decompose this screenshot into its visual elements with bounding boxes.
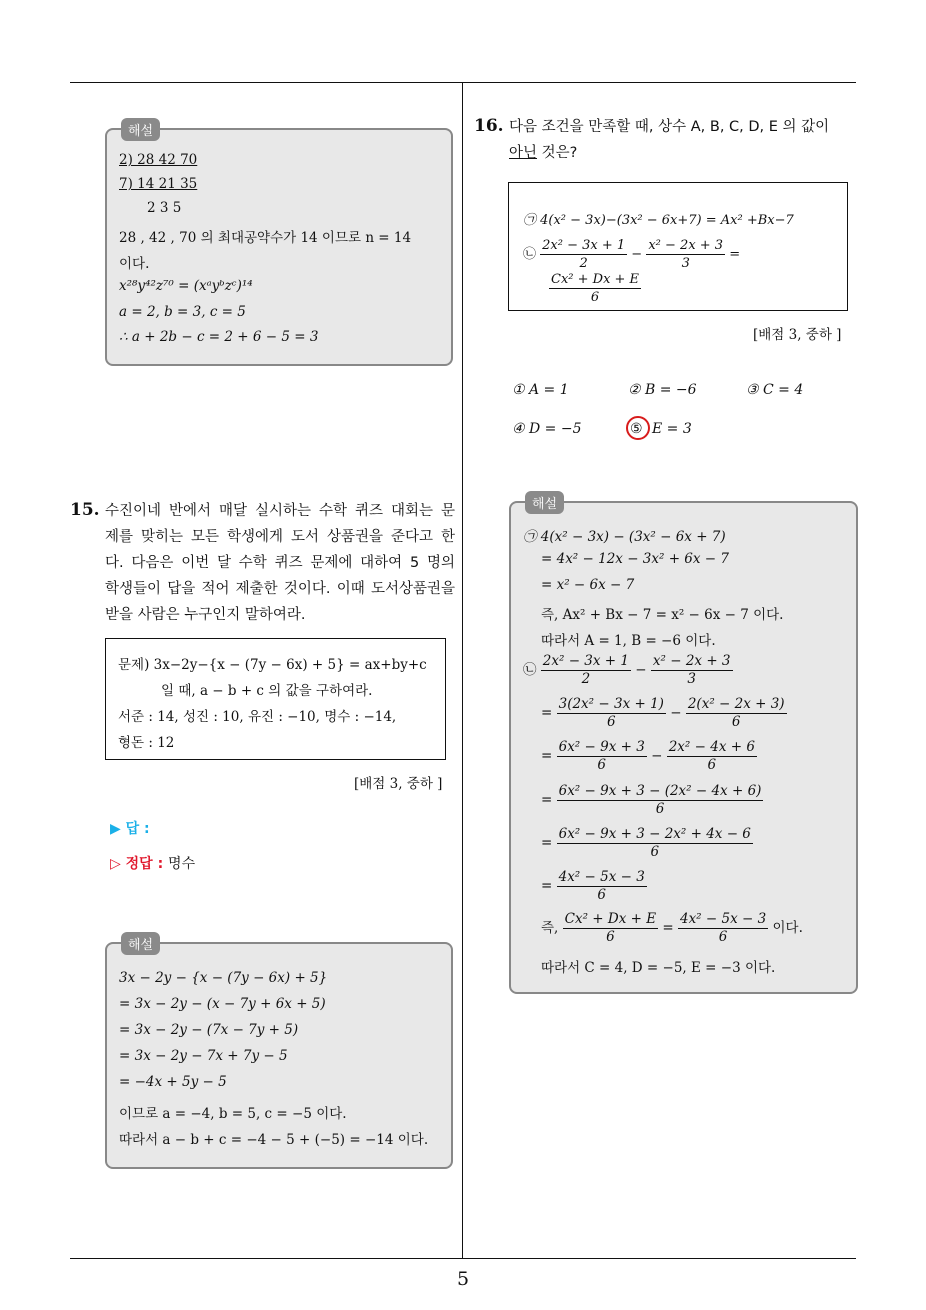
denominator: 6 [650,844,660,860]
problem-line: 일 때, a − b + c 의 값을 구하여라. [161,683,373,699]
denominator: 6 [731,714,741,730]
solution-line: = x² − 6x − 7 [541,577,635,593]
numerator: 2(x² − 2x + 3) [687,696,785,712]
problem-box [105,638,446,760]
score-label: [배점 3, 중하 ] [753,327,842,343]
fraction [557,869,647,904]
fraction [557,696,666,731]
solution-fraction-line: = $\frac{\text{6x² − 9x + 3}}{6}$ − $\frac{\text{2x² − 4x + 6}}{6}$ [541,739,755,773]
question-line-rest: 것은? [537,145,578,161]
final-answer [110,853,195,873]
solution-line: 3x − 2y − {x − (7y − 6x) + 5} [119,970,328,986]
solution-box-q14 [105,124,453,366]
choice-1[interactable]: ① A = 1 [512,382,569,398]
solution-line: = 4x² − 12x − 3x² + 6x − 7 [541,551,729,567]
selected-answer-circle [626,416,650,440]
solution-line: 따라서 a − b + c = −4 − 5 + (−5) = −14 이다. [119,1132,429,1148]
numerator: Cx² + Dx + E [551,272,640,287]
question-line: 학생들이 답을 적어 제출한 것이다. 이때 도서상품권을 [105,581,455,597]
final-answer-value: 명수 [168,856,196,872]
problem-line: 문제) 3x−2y−{x − (7y − 6x) + 5} = ax+by+c [118,657,427,673]
fraction [563,911,658,946]
numerator: 6x² − 9x + 3 − (2x² − 4x + 6) [558,783,762,799]
column-divider [462,83,463,1258]
denominator: 3 [681,256,690,271]
solution-fraction-line: = $\frac{\text{3(2x² − 3x + 1)}}{6}$ − $\frac{\text{2(x² − 2x + 3)}}{6}$ [541,696,785,730]
numerator: 4x² − 5x − 3 [558,869,645,885]
fraction [549,271,641,306]
question-text [105,498,455,628]
solution-tab: 해설 [121,118,160,141]
denominator: 6 [718,929,728,945]
numerator: 2x² − 3x + 1 [542,653,629,669]
solution-text: 즉, [541,920,559,936]
denominator: 6 [597,887,606,903]
denominator: 6 [597,757,606,773]
denominator: 3 [687,671,696,687]
question-line: 다음 조건을 만족할 때, 상수 A, B, C, D, E 의 값이 [509,119,830,135]
numerator: 2x² − 3x + 1 [542,238,626,253]
condition-1: ㉠ 4(x² − 3x)−(3x² − 6x+7) = Ax² +Bx−7 [523,213,794,228]
numerator: 4x² − 5x − 3 [679,911,767,927]
fraction [557,783,764,818]
fraction [651,653,733,688]
solution-box-q15 [105,938,453,1169]
solution-box-q16 [509,497,858,994]
choice-5-value[interactable]: E = 3 [652,421,692,437]
solution-line: 2 3 5 [147,200,182,216]
condition-box [508,182,848,311]
choice-2[interactable]: ② B = −6 [628,382,697,398]
solution-line: 2) 28 42 70 [119,152,198,168]
choice-4[interactable]: ④ D = −5 [512,421,582,437]
fraction [557,739,647,774]
solution-line: ㉠ 4(x² − 3x) − (3x² − 6x + 7) [523,529,726,545]
answer-label: ▶ 답 : [110,821,150,837]
condition-mark: ㉡ [523,247,537,262]
numerator: Cx² + Dx + E [564,911,657,927]
solution-fraction-line: = $\frac{\text{4x² − 5x − 3}}{6}$ [541,869,645,903]
solution-fraction-line: ㉡ $\frac{\text{2x² − 3x + 1}}{2}$ − $\frac{\text{x² − 2x + 3}}{3}$ [523,653,731,687]
solution-tab: 해설 [525,491,564,514]
solution-line: = 3x − 2y − (x − 7y + 6x + 5) [119,996,326,1012]
solution-line: 즉, Ax² + Bx − 7 = x² − 6x − 7 이다. [541,607,784,623]
solution-line: 따라서 C = 4, D = −5, E = −3 이다. [541,960,776,976]
numerator: 6x² − 9x + 3 − 2x² + 4x − 6 [558,826,751,842]
final-answer-label: ▷ 정답 : [110,856,164,872]
solution-line: = 3x − 2y − (7x − 7y + 5) [119,1022,299,1038]
solution-text: 이다. [772,920,803,936]
solution-line: 따라서 A = 1, B = −6 이다. [541,633,716,649]
solution-fraction-line: 즉, $\frac{\text{Cx² + Dx + E}}{6}$ = $\frac{\text{4x² − 5x − 3}}{6}$ 이다. [541,911,803,945]
condition-2: ㉡ $\frac{\text{2x² − 3x + 1}}{2}$ − $\frac{\text{x² − 2x + 3}}{3}$ = [523,238,741,271]
fraction [646,237,725,272]
fraction [557,826,753,861]
solution-line: = 3x − 2y − 7x + 7y − 5 [119,1048,288,1064]
bottom-rule [70,1258,856,1259]
problem-line: 서준 : 14, 성진 : 10, 유진 : −10, 명수 : −14, [118,709,397,725]
solution-line: = −4x + 5y − 5 [119,1074,227,1090]
solution-line: 28 , 42 , 70 의 최대공약수가 14 이므로 n = 14 [119,230,412,246]
question-line: 수진이네 반에서 매달 실시하는 수학 퀴즈 대회는 문 [105,503,455,519]
solution-line: a = 2, b = 3, c = 5 [119,304,246,320]
denominator: 6 [707,757,717,773]
choice-3[interactable]: ③ C = 4 [746,382,804,398]
question-number: 16. [474,116,504,136]
numerator: x² − 2x + 3 [652,653,731,669]
solution-fraction-line: = $\frac{\text{6x² − 9x + 3 − (2x² − 4x + 6)}}{6}$ [541,783,762,817]
solution-line: 이다. [119,256,150,272]
solution-tab: 해설 [121,932,160,955]
solution-fraction-line: = $\frac{\text{6x² − 9x + 3 − 2x² + 4x − 6}}{6}$ [541,826,751,860]
fraction [667,739,757,774]
numerator: 6x² − 9x + 3 [558,739,645,755]
problem-line: 형돈 : 12 [118,735,175,751]
fraction [540,237,627,272]
numerator: x² − 2x + 3 [648,238,724,253]
denominator: 6 [606,714,616,730]
solution-line: 이므로 a = −4, b = 5, c = −5 이다. [119,1106,347,1122]
solution-line: 7) 14 21 35 [119,176,198,192]
emphasis-underline: 아닌 [509,145,538,161]
top-rule [70,82,856,83]
choice-5-mark[interactable]: ⑤ [630,421,643,437]
denominator: 6 [606,929,615,945]
question-number: 15. [70,500,100,520]
question-line: 다. 다음은 이번 달 수학 퀴즈 문제에 대하여 5 명의 [105,555,455,571]
condition-2-rhs [549,271,641,306]
question-line: 받을 사람은 누구인지 말하여라. [105,607,306,623]
fraction [541,653,631,688]
condition-mark: ㉡ [523,662,537,678]
score-label: [배점 3, 중하 ] [354,776,443,792]
question-line [509,140,861,166]
denominator: 2 [579,256,588,271]
page-number: 5 [456,1268,470,1290]
solution-line: x²⁸y⁴²z⁷⁰ = (xᵃyᵇzᶜ)¹⁴ [119,278,253,294]
question-text [509,114,861,166]
numerator: 3(2x² − 3x + 1) [558,696,664,712]
denominator: 2 [581,671,591,687]
denominator: 6 [590,290,600,305]
question-line: 제를 맞히는 모든 학생에게 도서 상품권을 준다고 한 [105,529,455,545]
denominator: 6 [655,801,665,817]
numerator: 2x² − 4x + 6 [668,739,755,755]
fraction [678,911,768,946]
fraction [686,696,787,731]
solution-line: ∴ a + 2b − c = 2 + 6 − 5 = 3 [119,329,319,345]
